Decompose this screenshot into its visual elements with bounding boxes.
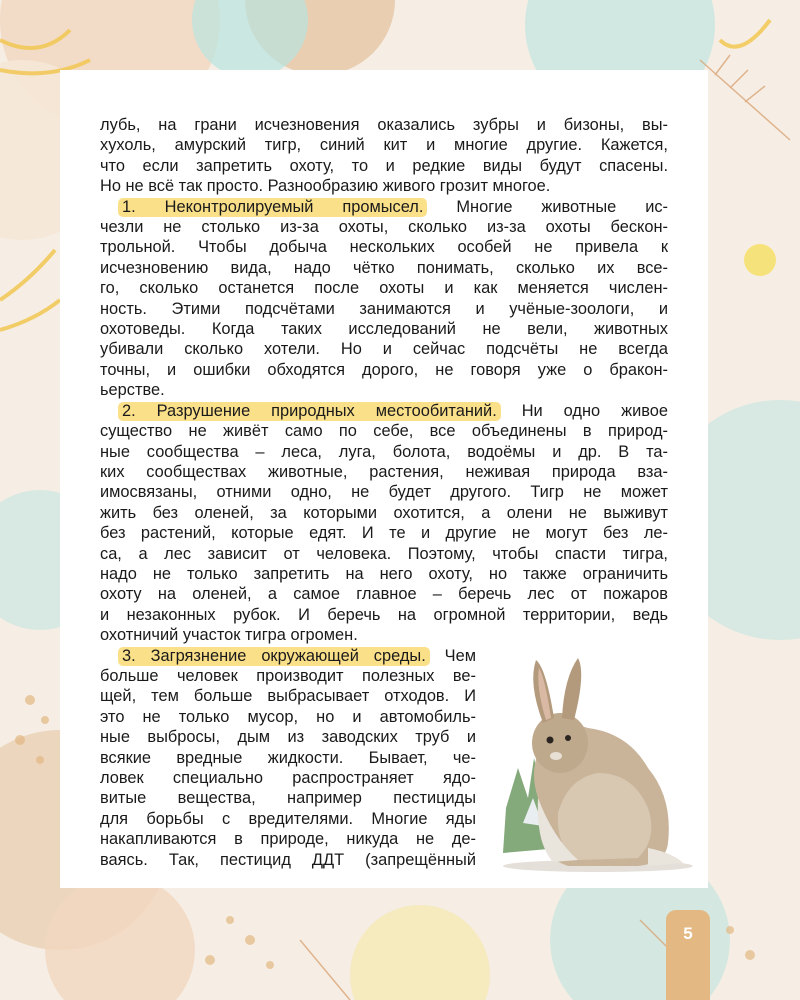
heading-habitat-destruction: 2. Разрушение природных местообитаний. xyxy=(118,402,501,421)
paragraph-intro xyxy=(100,115,668,197)
text-line: лубь, на грани исчезновения оказались зубры и бизоны, вы- xyxy=(100,116,668,134)
text-line: и незаконных рубок. И беречь на огромной территории, ведь xyxy=(100,605,668,624)
text-line: всякие вредные жидкости. Бывает, че- xyxy=(100,748,476,767)
text-line: надо не только запретить на него охоту, но также ограничить xyxy=(100,564,668,583)
text-line: ность. Этими подсчётами занимаются и учёные-зоологи, и xyxy=(100,299,668,318)
text-line: исчезновению вида, надо чётко понимать, сколько их все- xyxy=(100,258,668,277)
text-line: охотоведы. Когда таких исследований не вели, животных xyxy=(100,320,668,339)
text-line: имосвязаны, отними одно, не будет другого. Тигр не может xyxy=(100,483,668,502)
text-line: ловек специально распространяет ядо- xyxy=(100,769,476,787)
text-line: ные выбросы, дым из заводских труб и xyxy=(100,728,476,747)
text-line: 3. Загрязнение окружающей среды. Чем xyxy=(100,646,476,666)
text-line: существо не живёт само по себе, все объединены в природ- xyxy=(100,422,668,441)
text-line: ваясь. Так, пестицид ДДТ (запрещённый xyxy=(100,850,476,869)
paragraph-uncontrolled-hunting xyxy=(100,197,668,401)
text-line: без растений, которые едят. И те и другие не могут без ле- xyxy=(100,524,668,543)
text-line: са, а лес зависит от человека. Поэтому, чтобы спасти тигра, xyxy=(100,544,668,563)
text-line: ьерстве. xyxy=(100,381,165,400)
hare-illustration xyxy=(498,648,698,878)
text-line: точны, и ошибки обходятся дорого, не говоря уже о бракон- xyxy=(100,360,668,379)
text-line: хухоль, амурский тигр, синий кит и многие другие. Кажется, xyxy=(100,136,668,155)
text-line: 2. Разрушение природных местообитаний. Ни одно живое xyxy=(100,401,668,421)
text-line: ные сообщества – леса, луга, болота, водоёмы и др. В та- xyxy=(100,442,668,461)
text-line: 1. Неконтролируемый промысел. Многие животные ис- xyxy=(100,197,668,217)
text-line: накапливаются в природе, никуда не де- xyxy=(100,830,476,849)
text-line: витые вещества, например пестициды xyxy=(100,789,476,808)
page-number-tab xyxy=(666,910,710,1000)
text-line: охоту на оленей, а самое главное – беречь лес от пожаров xyxy=(100,585,668,604)
paragraph-pollution xyxy=(100,646,476,870)
text-line: убивали сколько хотели. Но и сейчас подсчёты не всегда xyxy=(100,340,668,359)
text-line: жить без оленей, за которыми охотится, а олени не выживут xyxy=(100,503,668,522)
text-line: го, сколько останется после охоты и как меняется числен- xyxy=(100,279,668,298)
text-line: охотничий участок тигра огромен. xyxy=(100,626,358,645)
text-line: трольной. Чтобы добыча нескольких особей не привела к xyxy=(100,238,668,257)
heading-uncontrolled-hunting: 1. Неконтролируемый промысел. xyxy=(118,198,427,217)
text-line: это не только мусор, но и автомобиль- xyxy=(100,707,476,726)
text-line: больше человек производит полезных ве- xyxy=(100,666,476,685)
page-number: 5 xyxy=(683,924,693,943)
text-line: что если запретить охоту, то и редкие виды будут спасены. xyxy=(100,156,668,175)
paragraph-habitat-destruction xyxy=(100,401,668,646)
text-line: чезли не столько из-за охоты, сколько из-за охоты бескон- xyxy=(100,218,668,237)
text-line: для борьбы с вредителями. Многие яды xyxy=(100,809,476,828)
text-line: ких сообществах животные, растения, неживая природа вза- xyxy=(100,462,668,481)
text-line: Но не всё так просто. Разнообразию живого грозит многое. xyxy=(100,177,551,196)
text-line: щей, тем больше выбрасывает отходов. И xyxy=(100,687,476,706)
heading-pollution: 3. Загрязнение окружающей среды. xyxy=(118,647,430,666)
